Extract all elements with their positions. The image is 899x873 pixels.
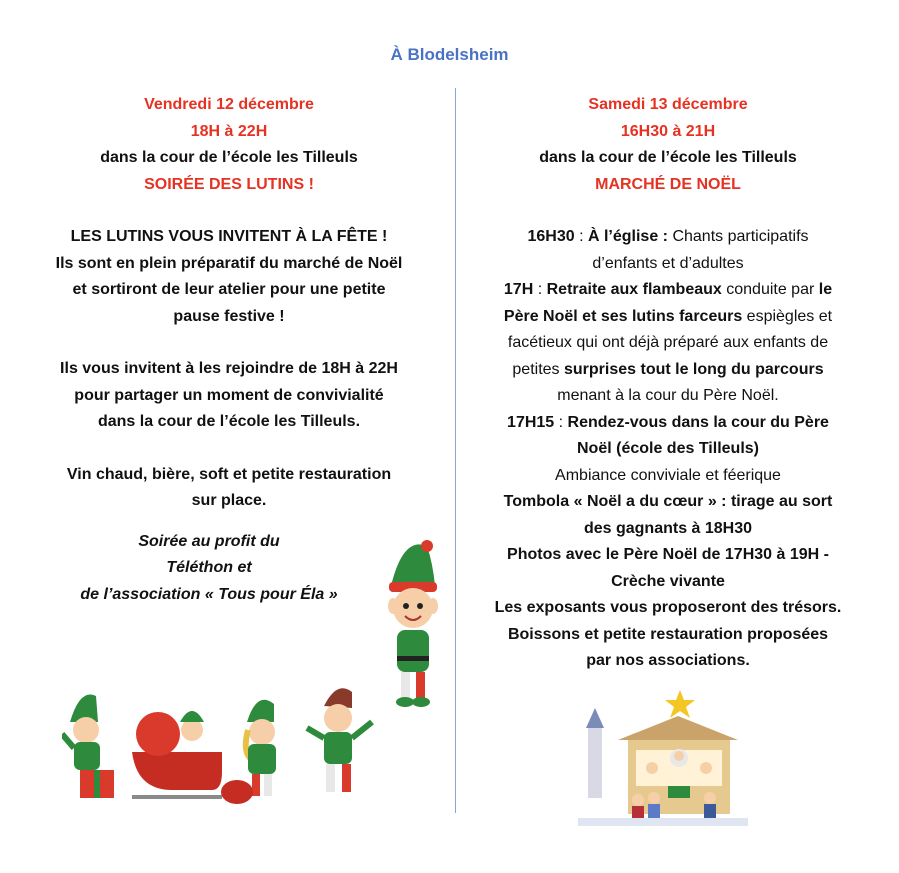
- program-line: Les exposants vous proposeront des trésors.: [494, 599, 842, 616]
- column-divider: [455, 88, 456, 813]
- saturday-column: [460, 92, 876, 675]
- program-line: par nos associations.: [586, 652, 750, 669]
- saturday-event-name: MARCHÉ DE NOËL: [595, 175, 741, 193]
- friday-event-name: SOIRÉE DES LUTINS !: [144, 175, 314, 193]
- invite-line: Ils sont en plein préparatif du marché de Noël: [55, 254, 403, 272]
- friday-time: 18H à 22H: [190, 122, 268, 140]
- saturday-place: dans la cour de l’école les Tilleuls: [539, 149, 797, 166]
- program-line: 17H : Retraite aux flambeaux conduite par le: [503, 281, 833, 298]
- invite-line: et sortiront de leur atelier pour une petite: [72, 281, 386, 298]
- join-line: dans la cour de l’école les Tilleuls.: [97, 413, 361, 430]
- food-line: sur place.: [191, 492, 267, 509]
- profit-line: de l’association « Tous pour Éla »: [80, 585, 338, 603]
- program-line: menant à la cour du Père Noël.: [557, 387, 779, 404]
- invite-line: LES LUTINS VOUS INVITENT À LA FÊTE !: [70, 228, 388, 245]
- program-line: Boissons et petite restauration proposées: [507, 625, 829, 643]
- friday-column: [14, 92, 444, 608]
- program-line: facétieux qui ont déjà préparé aux enfants de: [507, 334, 829, 351]
- friday-place: dans la cour de l’école les Tilleuls: [100, 149, 358, 166]
- program-line: Ambiance conviviale et féerique: [555, 466, 781, 484]
- saturday-time: 16H30 à 21H: [620, 122, 716, 140]
- program-line: Photos avec le Père Noël de 17H30 à 19H -: [507, 546, 829, 563]
- join-line: pour partager un moment de convivialité: [74, 386, 384, 404]
- profit-line: Téléthon et: [166, 559, 252, 576]
- program-line: petites surprises tout le long du parcours: [512, 360, 824, 378]
- join-line: Ils vous invitent à les rejoindre de 18H à 22H: [60, 360, 398, 377]
- profit-line: Soirée au profit du: [138, 532, 280, 550]
- food-line: Vin chaud, bière, soft et petite restauration: [66, 465, 392, 483]
- program-line: Crèche vivante: [611, 572, 725, 590]
- friday-date: Vendredi 12 décembre: [144, 96, 314, 113]
- program-line: Noël (école des Tilleuls): [577, 440, 759, 457]
- program-line: d’enfants et d’adultes: [592, 254, 744, 272]
- elves-sleigh-illustration: [62, 682, 397, 812]
- christmas-market-illustration: [578, 690, 748, 830]
- page-title: À Blodelsheim: [390, 45, 509, 64]
- program-line: Père Noël et ses lutins farceurs espiègles et: [503, 307, 833, 325]
- program-line: des gagnants à 18H30: [583, 519, 753, 537]
- program-line: 17H15 : Rendez-vous dans la cour du Père: [507, 413, 829, 431]
- program-line: 16H30 : À l’église : Chants participatifs: [527, 228, 809, 245]
- invite-line: pause festive !: [173, 307, 285, 325]
- program-line: Tombola « Noël a du cœur » : tirage au sort: [503, 493, 833, 510]
- saturday-date: Samedi 13 décembre: [588, 96, 748, 113]
